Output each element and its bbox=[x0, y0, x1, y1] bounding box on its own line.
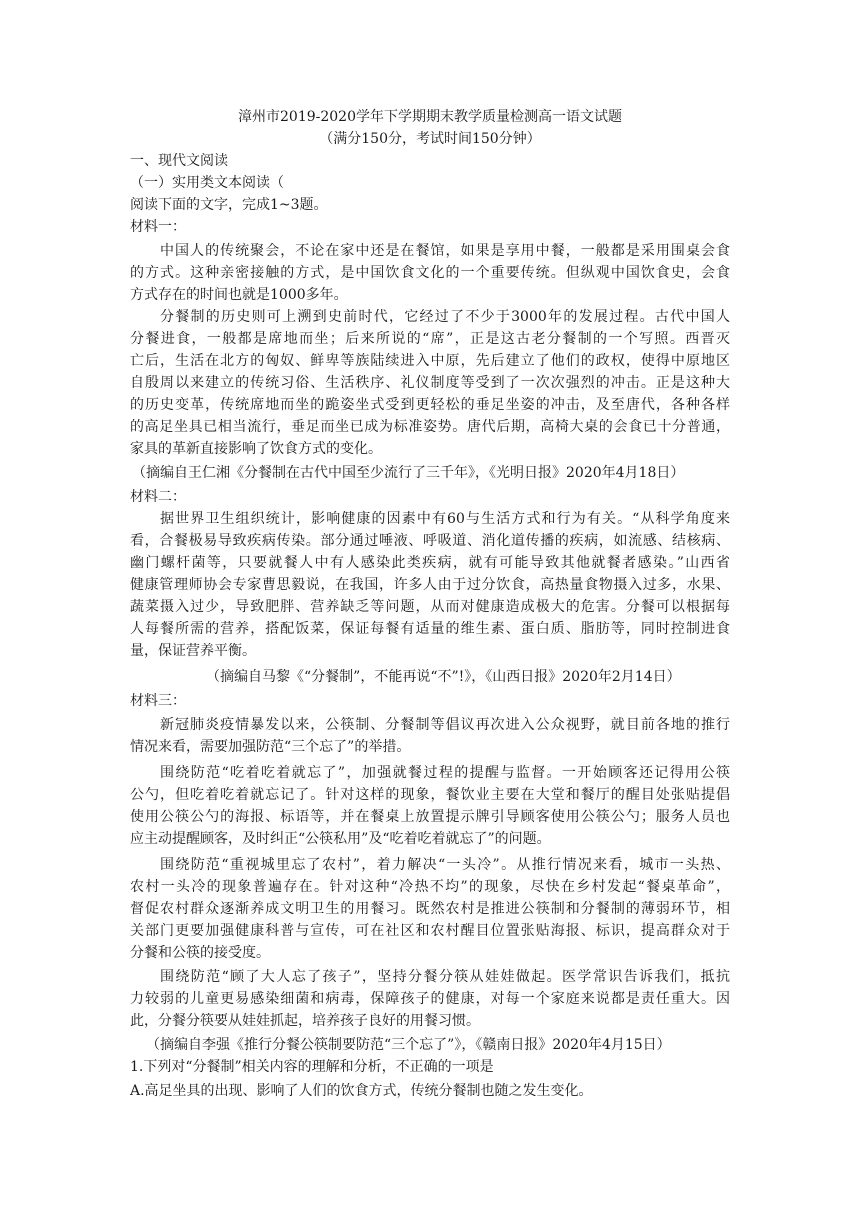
paragraph-line: 分餐和公筷的接受度。 bbox=[130, 945, 270, 961]
paragraph-line: 新冠肺炎疫情暴发以来，公筷制、分餐制等倡议再次进入公众视野，就目前各地的推行 bbox=[160, 717, 730, 733]
paragraph-line: 围绕防范“吃着吃着就忘了”，加强就餐过程的提醒与监督。一开始顾客还记得用公筷 bbox=[160, 765, 730, 781]
paragraph-line: 使用公筷公勺的海报、标语等，并在餐桌上放置提示牌引导顾客使用公筷公勺；服务人员也 bbox=[130, 809, 730, 825]
paragraph-line: 围绕防范“顾了大人忘了孩子”，坚持分餐分筷从娃娃做起。医学常识告诉我们，抵抗 bbox=[160, 969, 730, 985]
paragraph-line: 亡后，生活在北方的匈奴、鲜卑等族陆续进入中原，先后建立了他们的政权，使得中原地区 bbox=[130, 353, 730, 369]
instruction-text: 阅读下面的文字，完成1~3题。 bbox=[130, 197, 328, 213]
paragraph-line: 督促农村群众逐渐养成文明卫生的用餐习。既然农村是推进公筷制和分餐制的薄弱环节，相 bbox=[130, 901, 730, 917]
paragraph-line: 人每餐所需的营养，搭配饭菜，保证每餐有适量的维生素、蛋白质、脂肪等，同时控制进食 bbox=[130, 621, 730, 637]
source-citation: （摘编自王仁湘《分餐制在古代中国至少流行了三千年》，《光明日报》2020年4月18日） bbox=[132, 465, 685, 481]
paragraph-line: 此，分餐分筷要从娃娃抓起，培养孩子良好的用餐习惯。 bbox=[130, 1013, 480, 1029]
paragraph-line: 看，合餐极易导致疾病传染。部分通过唾液、呼吸道、消化道传播的疾病，如流感、结核病、 bbox=[130, 533, 730, 549]
question-option-a: A.高足坐具的出现、影响了人们的饮食方式，传统分餐制也随之发生变化。 bbox=[130, 1083, 593, 1099]
page-title: 漳州市2019-2020学年下学期期末教学质量检测高一语文试题 bbox=[238, 109, 622, 125]
paragraph-line: 关部门更要加强健康科普与宣传，可在社区和农村醒目位置张贴海报、标识，提高群众对于 bbox=[130, 923, 730, 939]
source-citation: （摘编自李强《推行分餐公筷制要防范“三个忘了”》，《赣南日报》2020年4月15日） bbox=[146, 1037, 671, 1053]
paragraph-line: 情况来看，需要加强防范“三个忘了”的举措。 bbox=[130, 739, 411, 755]
paragraph-line: 力较弱的儿童更易感染细菌和病毒，保障孩子的健康，对每一个家庭来说都是责任重大。因 bbox=[130, 991, 730, 1007]
paragraph-line: 方式存在的时间也就是1000多年。 bbox=[130, 287, 348, 303]
section-heading: 一、现代文阅读 bbox=[130, 153, 228, 169]
paragraph-line: 的历史变革，传统席地而坐的跪姿坐式受到更轻松的垂足坐姿的冲击，及至唐代，各种各样 bbox=[130, 397, 730, 413]
paragraph-line: 中国人的传统聚会，不论在家中还是在餐馆，如果是享用中餐，一般都是采用围桌会食 bbox=[160, 243, 730, 259]
paragraph-line: 分餐制的历史则可上溯到史前时代，它经过了不少于3000年的发展过程。古代中国人 bbox=[160, 309, 730, 325]
paragraph-line: 健康管理师协会专家曹思毅说，在我国，许多人由于过分饮食，高热量食物摄入过多，水果、 bbox=[130, 577, 730, 593]
paragraph-line: 幽门螺杆菌等，只要就餐人中有人感染此类疾病，就有可能导致其他就餐者感染。”山西省 bbox=[130, 555, 730, 571]
paragraph-line: 应主动提醒顾客，及时纠正“公筷私用”及“吃着吃着就忘了”的问题。 bbox=[130, 831, 551, 847]
paragraph-line: 蔬菜摄入过少，导致肥胖、营养缺乏等问题，从而对健康造成极大的危害。分餐可以根据每 bbox=[130, 599, 730, 615]
paragraph-line: 家具的革新直接影响了饮食方式的变化。 bbox=[130, 441, 382, 457]
paragraph-line: 分餐进食，一般都是席地而坐；后来所说的“席”，正是这古老分餐制的一个写照。西晋灭 bbox=[130, 331, 730, 347]
question-stem: 1.下列对“分餐制”相关内容的理解和分析，不正确的一项是 bbox=[130, 1059, 494, 1075]
paragraph-line: 据世界卫生组织统计，影响健康的因素中有60与生活方式和行为有关。“从科学角度来 bbox=[160, 511, 730, 527]
material-label: 材料三： bbox=[130, 693, 186, 709]
paragraph-line: 量，保证营养平衡。 bbox=[130, 643, 256, 659]
paragraph-line: 公勺，但吃着吃着就忘记了。针对这样的现象，餐饮业主要在大堂和餐厅的醒目处张贴提倡 bbox=[130, 787, 730, 803]
material-label: 材料二： bbox=[130, 489, 186, 505]
paragraph-line: 农村一头冷的现象普遍存在。针对这种“冷热不均”的现象，尽快在乡村发起“餐桌革命”， bbox=[130, 879, 730, 895]
page-subtitle: （满分150分，考试时间150分钟） bbox=[319, 131, 541, 147]
material-label: 材料一： bbox=[130, 219, 186, 235]
paragraph-line: 的高足坐具已相当流行，垂足而坐已成为标准姿势。唐代后期，高椅大桌的会食已十分普通， bbox=[130, 419, 730, 435]
paragraph-line: 围绕防范“重视城里忘了农村”，着力解决“一头冷”。从推行情况来看，城市一头热、 bbox=[160, 857, 730, 873]
source-citation: （摘编自马黎《“分餐制”，不能再说“不”!》，《山西日报》2020年2月14日） bbox=[206, 669, 681, 685]
paragraph-line: 自殷周以来建立的传统习俗、生活秩序、礼仪制度等受到了一次次强烈的冲击。正是这种大 bbox=[130, 375, 730, 391]
subsection-heading: （一）实用类文本阅读（ bbox=[130, 175, 284, 191]
paragraph-line: 的方式。这种亲密接触的方式，是中国饮食文化的一个重要传统。但纵观中国饮食史，会食 bbox=[130, 265, 730, 281]
